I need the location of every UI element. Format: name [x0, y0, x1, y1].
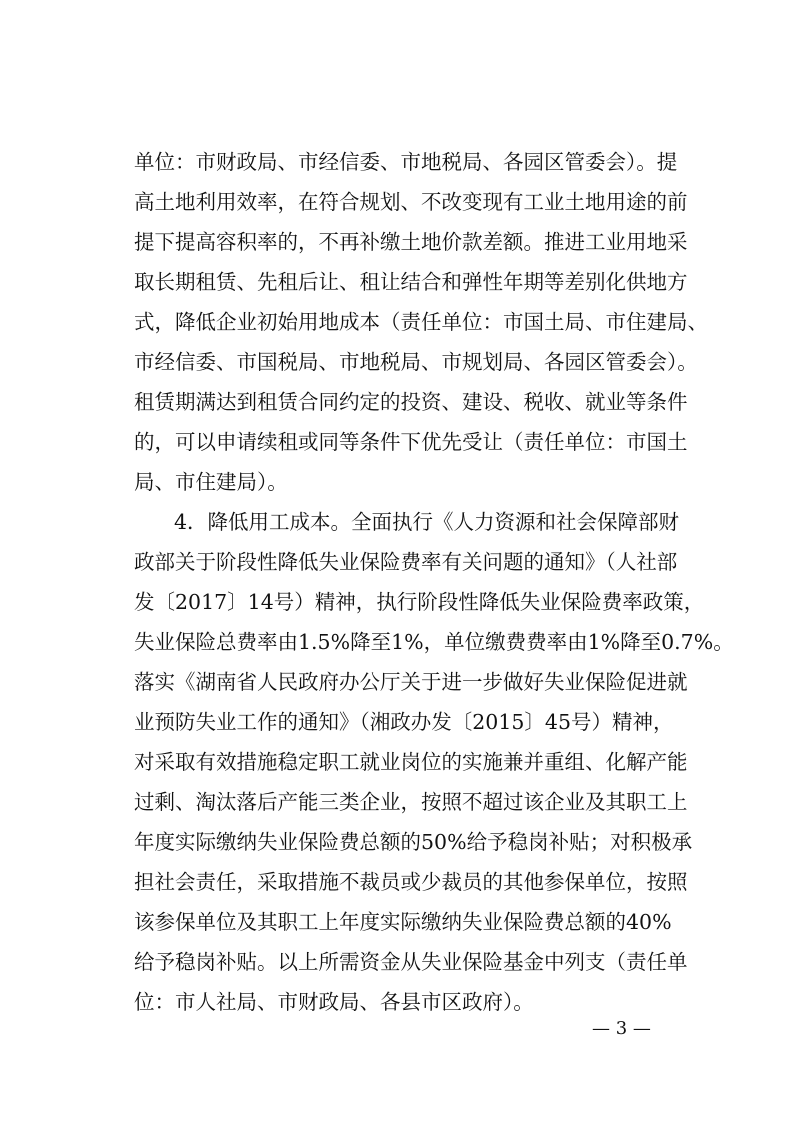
text-line: 高土地利用效率，在符合规划、不改变现有工业土地用途的前 — [134, 190, 688, 214]
text-line: 担社会责任，采取措施不裁员或少裁员的其他参保单位，按照 — [134, 870, 688, 894]
text-line: 式，降低企业初始用地成本（责任单位：市国土局、市住建局、 — [134, 310, 708, 334]
text-line: 发〔2017〕14号）精神，执行阶段性降低失业保险费率政策， — [134, 590, 705, 614]
text-line: 市经信委、市国税局、市地税局、市规划局、各园区管委会）。 — [134, 350, 698, 374]
text-line: 局、市住建局）。 — [134, 470, 288, 494]
text-line: 对采取有效措施稳定职工就业岗位的实施兼并重组、化解产能 — [134, 750, 688, 774]
text-line: 年度实际缴纳失业保险费总额的50%给予稳岗补贴；对积极承 — [134, 830, 693, 854]
text-line: 落实《湖南省人民政府办公厅关于进一步做好失业保险促进就 — [134, 670, 688, 694]
section-heading-line: 4．降低用工成本。全面执行《人力资源和社会保障部财 — [174, 510, 680, 534]
text-line: 过剩、淘汰落后产能三类企业，按照不超过该企业及其职工上 — [134, 790, 688, 814]
text-line: 失业保险总费率由1.5%降至1%，单位缴费费率由1%降至0.7%。 — [134, 630, 734, 654]
text-line: 提下提高容积率的，不再补缴土地价款差额。推进工业用地采 — [134, 230, 688, 254]
text-line: 租赁期满达到租赁合同约定的投资、建设、税收、就业等条件 — [134, 390, 688, 414]
text-line: 位：市人社局、市财政局、各县市区政府）。 — [134, 990, 534, 1014]
text-line: 单位：市财政局、市经信委、市地税局、各园区管委会）。提 — [134, 150, 678, 174]
text-line: 该参保单位及其职工上年度实际缴纳失业保险费总额的40% — [134, 910, 672, 934]
text-line: 给予稳岗补贴。以上所需资金从失业保险基金中列支（责任单 — [134, 950, 688, 974]
text-line: 政部关于阶段性降低失业保险费率有关问题的通知》（人社部 — [134, 550, 678, 574]
text-line: 取长期租赁、先租后让、租让结合和弹性年期等差别化供地方 — [134, 270, 688, 294]
text-line: 的，可以申请续租或同等条件下优先受让（责任单位：市国土 — [134, 430, 688, 454]
text-line: 业预防失业工作的通知》（湘政办发〔2015〕45号）精神， — [134, 710, 674, 734]
page-number: — 3 — — [592, 1018, 651, 1039]
